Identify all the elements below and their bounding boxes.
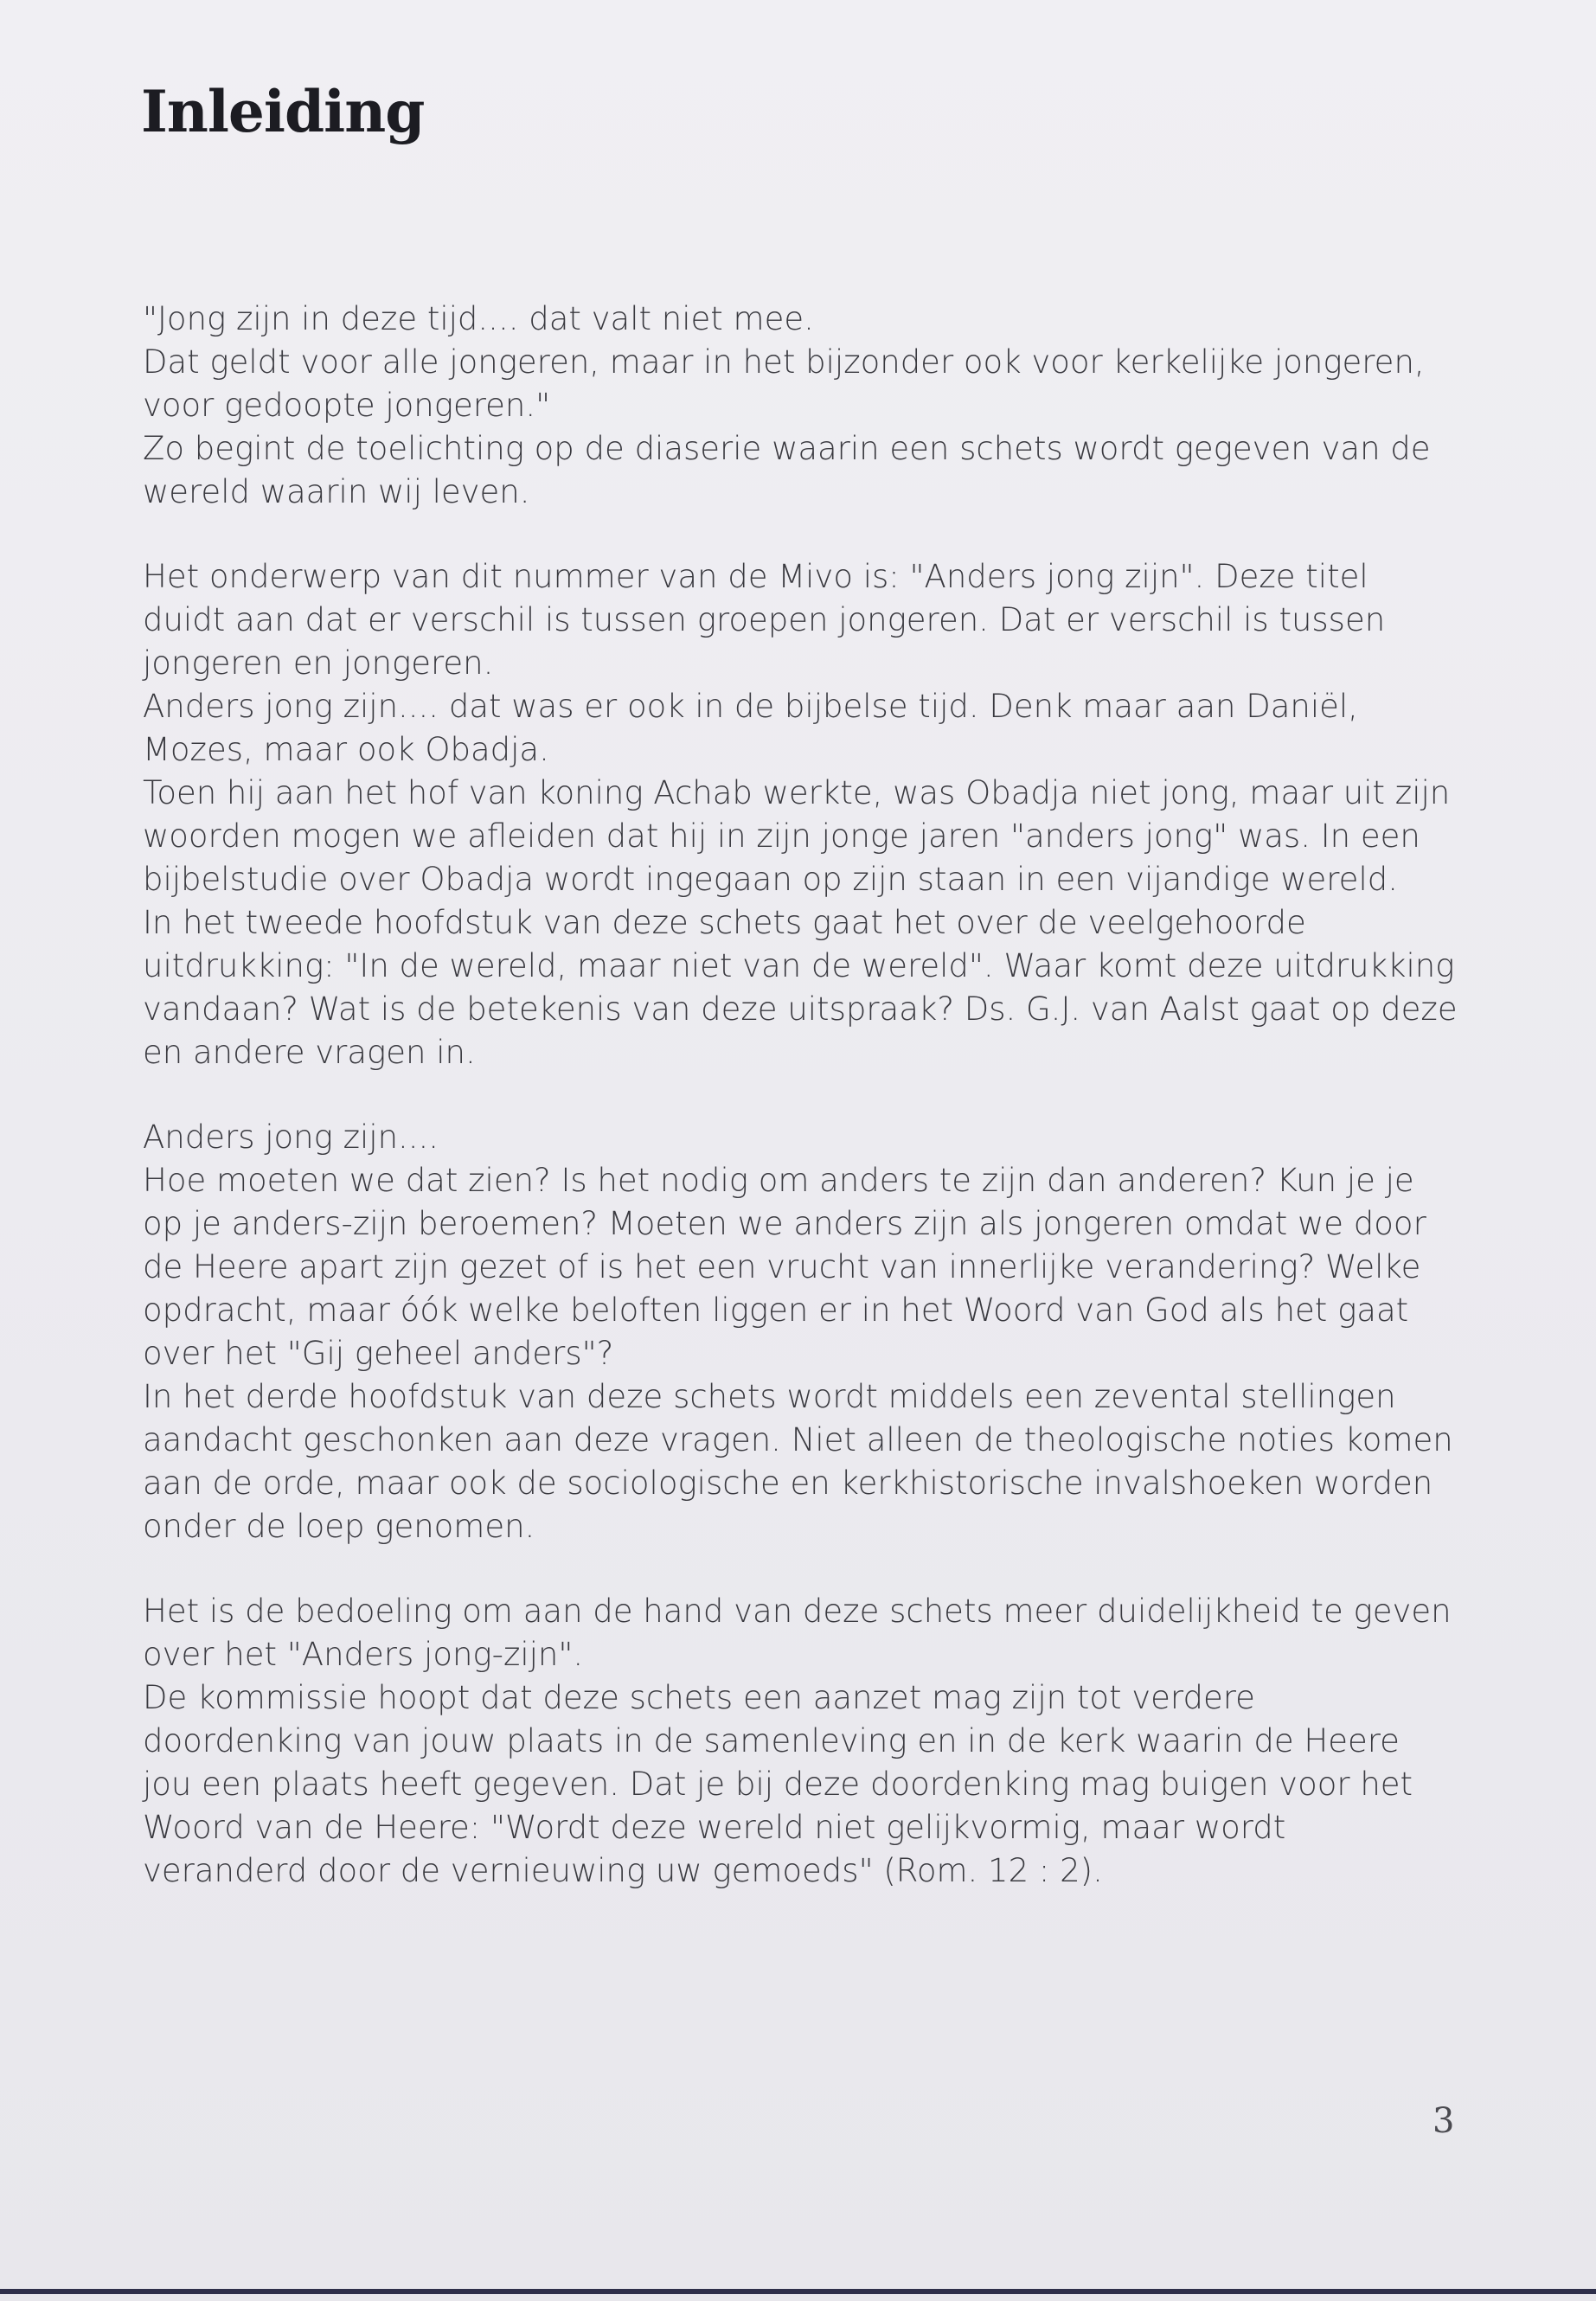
bottom-rule	[0, 2289, 1596, 2294]
page-title: Inleiding	[141, 78, 425, 145]
paragraph-questions: Anders jong zijn.... Hoe moeten we dat zien? Is het nodig om anders te zijn dan anderen? Kun je je op je anders-zijn beroemen? Moeten we anders zijn als jongeren omdat we door de Heere apart zijn gezet of is het een vrucht van innerlijke verandering? Welke opdracht, maar óók welke beloften liggen er in het Woord van God als het gaat over het "Gij geheel anders"? In het derde hoofdstuk van deze schets wordt middels een zevental stellingen aandacht geschonken aan deze vragen. Niet alleen de theologische noties komen aan de orde, maar ook de sociologische en kerkhistorische invalshoeken worden onder de loep genomen.	[143, 1118, 1453, 1545]
page-number: 3	[1433, 2101, 1455, 2141]
paragraph-purpose: Het is de bedoeling om aan de hand van deze schets meer duidelijkheid te geven over het "Anders jong-zijn". De kommissie hoopt dat deze schets een aanzet mag zijn tot verdere doordenking van jouw plaats in de samenleving en in de kerk waarin de Heere jou een plaats heeft gegeven. Dat je bij deze doordenking mag buigen voor het Woord van de Heere: "Wordt deze wereld niet gelijkvormig, maar wordt veranderd door de vernieuwing uw gemoeds" (Rom. 12 : 2).	[143, 1593, 1452, 1889]
body-text	[143, 298, 1458, 1934]
paragraph-subject: Het onderwerp van dit nummer van de Mivo is: "Anders jong zijn". Deze titel duidt aan dat er verschil is tussen groepen jongeren. Dat er verschil is tussen jongeren en jongeren. Anders jong zijn.... dat was er ook in de bijbelse tijd. Denk maar aan Daniël, Mozes, maar ook Obadja. Toen hij aan het hof van koning Achab werkte, was Obadja niet jong, maar uit zijn woorden mogen we afleiden dat hij in zijn jonge jaren "anders jong" was. In een bijbelstudie over Obadja wordt ingegaan op zijn staan in een vijandige wereld. In het tweede hoofdstuk van deze schets gaat het over de veelgehoorde uitdrukking: "In de wereld, maar niet van de wereld". Waar komt deze uitdrukking vandaan? Wat is de betekenis van deze uitspraak? Ds. G.J. van Aalst gaat op deze en andere vragen in.	[143, 558, 1458, 1071]
paragraph-intro: "Jong zijn in deze tijd.... dat valt niet mee. Dat geldt voor alle jongeren, maar in het bijzonder ook voor kerkelijke jongeren, voor gedoopte jongeren." Zo begint de toelichting op de diaserie waarin een schets wordt gegeven van de wereld waarin wij leven.	[143, 300, 1431, 510]
